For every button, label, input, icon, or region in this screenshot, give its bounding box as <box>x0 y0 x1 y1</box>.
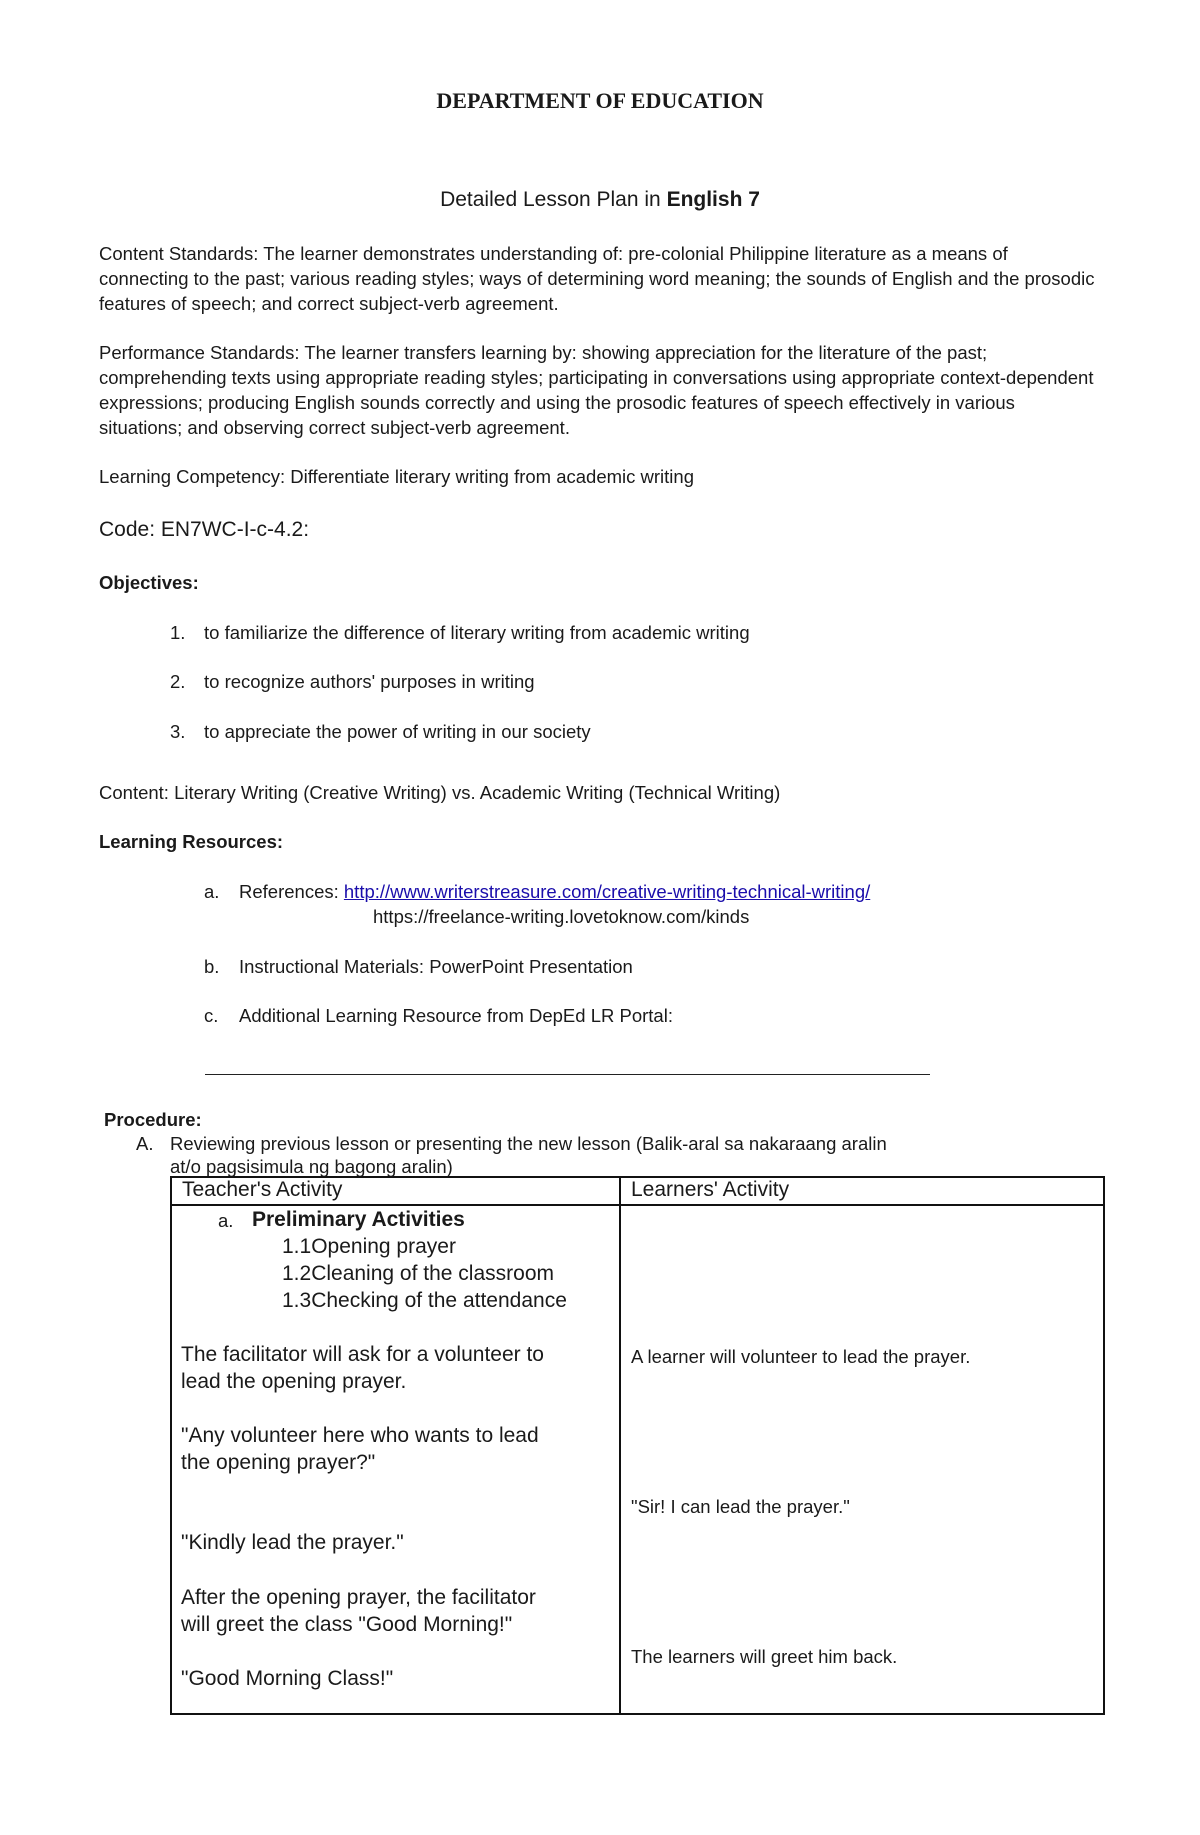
lesson-title <box>0 188 1200 212</box>
objective-number: 2. <box>170 671 186 692</box>
objective-number: 1. <box>170 622 186 643</box>
references-line <box>239 881 870 903</box>
learning-resources-heading: Learning Resources: <box>99 831 284 852</box>
teacher-column-header: Teacher's Activity <box>171 1177 620 1205</box>
content-line: Content: Literary Writing (Creative Writing) vs. Academic Writing (Technical Writing) <box>99 782 781 803</box>
resource-label-c: c. <box>204 1005 219 1026</box>
teacher-text: "Good Morning Class!" <box>181 1667 394 1690</box>
reference-link[interactable]: http://www.writerstreasure.com/creative-writing-technical-writing/ <box>343 881 871 902</box>
learner-activity-cell <box>620 1205 1104 1714</box>
content-standards: Content Standards: The learner demonstrates understanding of: pre-colonial Philippine literature as a means of connecting to the past; various reading styles; ways of determining word meaning; the sounds of English and the prosodic features of speech; and correct subject-verb agreement. <box>99 243 1095 314</box>
objectives-heading: Objectives: <box>99 572 199 593</box>
teacher-text: the opening prayer?" <box>181 1451 376 1474</box>
objective-item: to recognize authors' purposes in writing <box>204 671 535 692</box>
teacher-text: "Any volunteer here who wants to lead <box>181 1424 539 1447</box>
teacher-activity-cell <box>171 1205 620 1714</box>
learning-competency: Learning Competency: Differentiate literary writing from academic writing <box>99 466 694 487</box>
instructional-materials: Instructional Materials: PowerPoint Presentation <box>239 956 633 977</box>
lesson-title-prefix: Detailed Lesson Plan in <box>440 188 667 211</box>
additional-resource: Additional Learning Resource from DepEd LR Portal: <box>239 1005 673 1026</box>
learner-column-header: Learners' Activity <box>620 1177 1104 1205</box>
resource-label-b: b. <box>204 956 220 977</box>
prelim-label: a. <box>218 1210 234 1231</box>
prelim-title: Preliminary Activities <box>252 1208 465 1231</box>
references-label: References: <box>239 881 344 902</box>
prelim-sub-item: 1.1Opening prayer <box>282 1235 456 1258</box>
blank-rule <box>205 1074 930 1075</box>
teacher-text: lead the opening prayer. <box>181 1370 407 1393</box>
procedure-a-line1: Reviewing previous lesson or presenting the new lesson (Balik-aral sa nakaraang aralin <box>170 1133 887 1154</box>
procedure-heading: Procedure: <box>104 1109 202 1130</box>
resource-label-a: a. <box>204 881 220 902</box>
performance-standards: Performance Standards: The learner transfers learning by: showing appreciation for the literature of the past; comprehending texts using appropriate reading styles; participating in conversations using appropriate context-dependent expressions; producing English sounds correctly and using the prosodic features of speech effectively in various situations; and observing correct subject-verb agreement. <box>99 342 1094 438</box>
teacher-text: After the opening prayer, the facilitator <box>181 1586 536 1609</box>
prelim-sub-item: 1.2Cleaning of the classroom <box>282 1262 554 1285</box>
activity-table <box>170 1176 1105 1715</box>
teacher-text: The facilitator will ask for a volunteer to <box>181 1343 544 1366</box>
procedure-a-line2: at/o pagsisimula ng bagong aralin) <box>170 1156 453 1177</box>
procedure-label-a: A. <box>136 1133 154 1154</box>
reference-second: https://freelance-writing.lovetoknow.com/kinds <box>373 906 750 927</box>
learner-text: The learners will greet him back. <box>631 1646 898 1667</box>
competency-code: Code: EN7WC-I-c-4.2: <box>99 518 310 541</box>
objective-number: 3. <box>170 721 186 742</box>
teacher-text: "Kindly lead the prayer." <box>181 1531 404 1554</box>
table-header-row <box>171 1177 1104 1205</box>
learner-text: "Sir! I can lead the prayer." <box>631 1496 850 1517</box>
prelim-sub-item: 1.3Checking of the attendance <box>282 1289 567 1312</box>
objective-item: to familiarize the difference of literary writing from academic writing <box>204 622 750 643</box>
lesson-title-subject: English 7 <box>666 188 760 211</box>
learner-text: A learner will volunteer to lead the prayer. <box>631 1346 971 1367</box>
department-heading: DEPARTMENT OF EDUCATION <box>436 88 764 113</box>
teacher-text: will greet the class "Good Morning!" <box>181 1613 513 1636</box>
objective-item: to appreciate the power of writing in our society <box>204 721 591 742</box>
table-row <box>171 1205 1104 1714</box>
